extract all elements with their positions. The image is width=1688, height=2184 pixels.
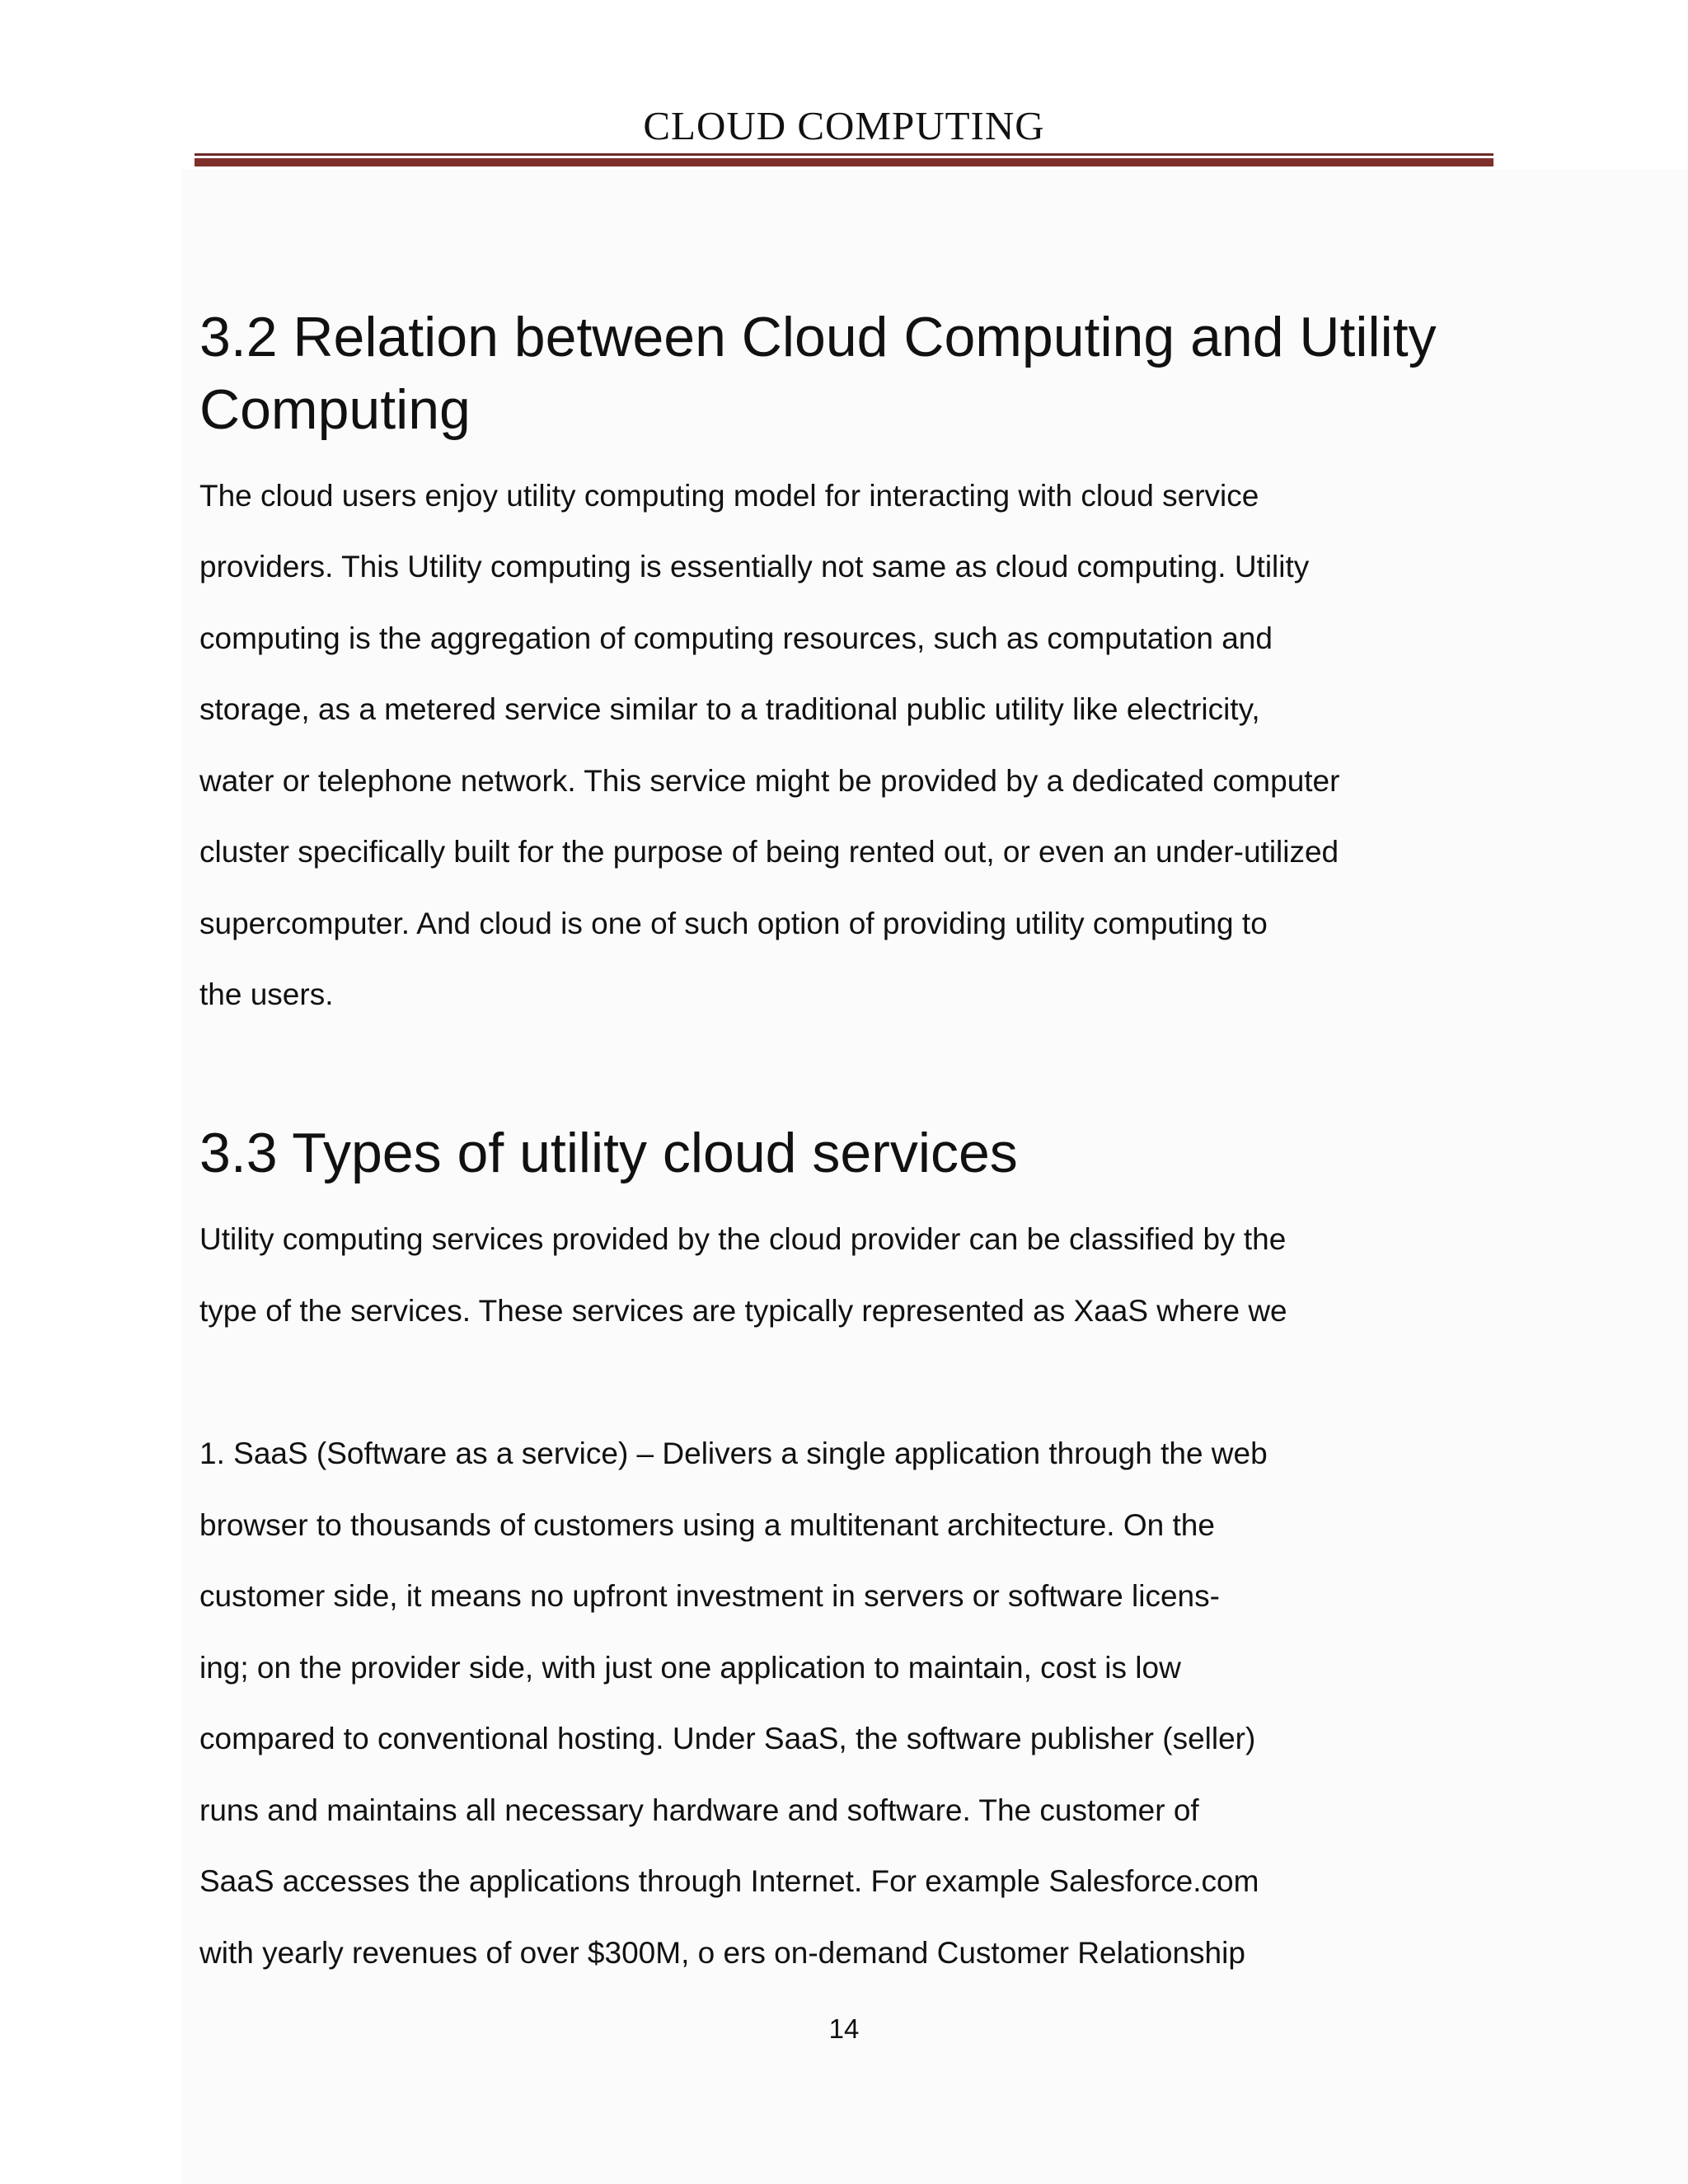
section-heading-3-2: 3.2 Relation between Cloud Computing and Utility Computing <box>199 306 1437 441</box>
list-item-line: 1. SaaS (Software as a service) – Delivers a single application through the web <box>199 1436 1268 1470</box>
list-item-line: runs and maintains all necessary hardware and software. The customer of <box>199 1793 1199 1827</box>
running-header: CLOUD COMPUTING <box>643 103 1045 148</box>
list-item-line: with yearly revenues of over $300M, o ers on-demand Customer Relationship <box>199 1936 1245 1970</box>
paragraph-line: supercomputer. And cloud is one of such option of providing utility computing to <box>199 907 1268 940</box>
paragraph-line: type of the services. These services are typically represented as XaaS where we <box>199 1294 1287 1328</box>
page-number: 14 <box>828 2013 860 2044</box>
paragraph-line: Utility computing services provided by the cloud provider can be classified by the <box>199 1222 1287 1256</box>
paragraph-line: storage, as a metered service similar to a traditional public utility like electricity, <box>199 692 1260 726</box>
paragraph-line: The cloud users enjoy utility computing model for interacting with cloud service <box>199 479 1259 513</box>
paragraph-line: providers. This Utility computing is essentially not same as cloud computing. Utility <box>199 550 1310 583</box>
header-rule-thick <box>195 158 1493 166</box>
paragraph-line: computing is the aggregation of computing resources, such as computation and <box>199 621 1273 655</box>
list-item-line: compared to conventional hosting. Under SaaS, the software publisher (seller) <box>199 1722 1256 1755</box>
paragraph-line: cluster specifically built for the purpose of being rented out, or even an under-utilized <box>199 835 1339 869</box>
list-item-line: SaaS accesses the applications through Internet. For example Salesforce.com <box>199 1864 1259 1898</box>
list-item-line: customer side, it means no upfront investment in servers or software licens- <box>199 1579 1220 1613</box>
list-item-line: ing; on the provider side, with just one application to maintain, cost is low <box>199 1651 1181 1685</box>
header-rule-thin <box>195 153 1493 156</box>
list-item-line: browser to thousands of customers using a multitenant architecture. On the <box>199 1508 1215 1542</box>
section-heading-3-3: 3.3 Types of utility cloud services <box>199 1122 1018 1184</box>
paragraph-line: the users. <box>199 977 334 1011</box>
paragraph-line: water or telephone network. This service might be provided by a dedicated computer <box>199 764 1340 798</box>
